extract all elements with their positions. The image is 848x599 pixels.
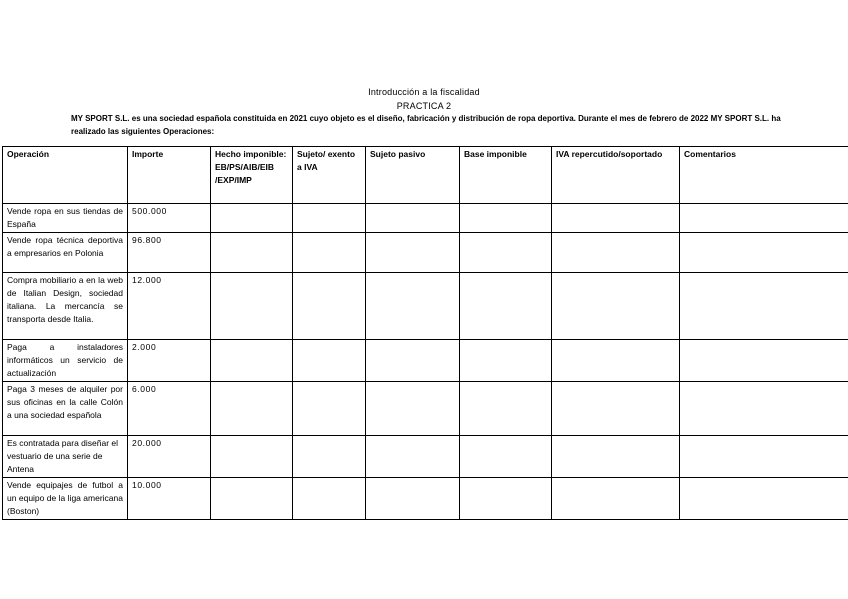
table-row [3,436,848,478]
cell-sujeto-pasivo [366,204,460,233]
cell-operacion: Paga a instaladores informáticos un servicio de actualización [3,340,128,382]
cell-operacion: Paga 3 meses de alquiler por sus oficinas en la calle Colón a una sociedad española [3,382,128,436]
column-header-sujeto-pasivo: Sujeto pasivo [366,147,460,204]
intro-paragraph: MY SPORT S.L. es una sociedad española constituida en 2021 cuyo objeto es el diseño, fabricación y distribución de ropa deportiva. Durante el mes de febrero de 2022 MY SPORT S.L. ha realizado las siguientes Operaciones: [71,114,781,136]
cell-sujeto-pasivo [366,273,460,340]
document-title: Introducción a la fiscalidad [368,87,480,97]
table-row [3,340,848,382]
cell-sujeto-exento [293,273,366,340]
cell-base-imponible [460,382,552,436]
cell-importe: 12.000 [128,273,211,340]
cell-sujeto-pasivo [366,436,460,478]
cell-sujeto-exento [293,340,366,382]
column-header-importe: Importe [128,147,211,204]
column-header-operacion: Operación [3,147,128,204]
cell-importe: 10.000 [128,478,211,520]
cell-hecho-imponible [211,233,293,273]
cell-sujeto-pasivo [366,340,460,382]
cell-importe: 500.000 [128,204,211,233]
operations-table [2,146,848,520]
cell-iva [552,273,680,340]
cell-hecho-imponible [211,478,293,520]
cell-iva [552,436,680,478]
table-row [3,204,848,233]
table-row [3,382,848,436]
cell-sujeto-pasivo [366,382,460,436]
cell-comentarios [680,382,848,436]
cell-iva [552,340,680,382]
cell-operacion: Compra mobiliario a en la web de Italian Design, sociedad italiana. La mercancía se transporta desde Italia. [3,273,128,340]
cell-sujeto-pasivo [366,233,460,273]
table-row [3,233,848,273]
column-header-comentarios: Comentarios [680,147,848,204]
cell-comentarios [680,340,848,382]
column-header-hecho-imponible: Hecho imponible: EB/PS/AIB/EIB /EXP/IMP [211,147,293,204]
cell-base-imponible [460,436,552,478]
cell-hecho-imponible [211,436,293,478]
table-header-row [3,147,848,204]
cell-iva [552,382,680,436]
cell-iva [552,233,680,273]
cell-sujeto-exento [293,382,366,436]
cell-sujeto-exento [293,478,366,520]
cell-operacion: Vende ropa en sus tiendas de España [3,204,128,233]
cell-comentarios [680,436,848,478]
cell-base-imponible [460,273,552,340]
cell-iva [552,478,680,520]
column-header-sujeto-exento: Sujeto/ exento a IVA [293,147,366,204]
cell-sujeto-exento [293,233,366,273]
cell-sujeto-exento [293,204,366,233]
cell-comentarios [680,233,848,273]
cell-base-imponible [460,233,552,273]
cell-base-imponible [460,204,552,233]
cell-importe: 20.000 [128,436,211,478]
cell-operacion: Vende equipajes de futbol a un equipo de la liga americana (Boston) [3,478,128,520]
cell-hecho-imponible [211,340,293,382]
table-row [3,478,848,520]
cell-importe: 6.000 [128,382,211,436]
cell-base-imponible [460,478,552,520]
cell-comentarios [680,478,848,520]
cell-comentarios [680,273,848,340]
cell-operacion: Es contratada para diseñar el vestuario de una serie de Antena [3,436,128,478]
column-header-iva: IVA repercutido/soportado [552,147,680,204]
cell-importe: 2.000 [128,340,211,382]
document-subtitle: PRACTICA 2 [396,101,452,111]
table-row [3,273,848,340]
cell-importe: 96.800 [128,233,211,273]
column-header-base-imponible: Base imponible [460,147,552,204]
cell-hecho-imponible [211,204,293,233]
cell-sujeto-pasivo [366,478,460,520]
cell-sujeto-exento [293,436,366,478]
cell-base-imponible [460,340,552,382]
cell-comentarios [680,204,848,233]
cell-iva [552,204,680,233]
cell-hecho-imponible [211,382,293,436]
cell-hecho-imponible [211,273,293,340]
cell-operacion: Vende ropa técnica deportiva a empresarios en Polonia [3,233,128,273]
